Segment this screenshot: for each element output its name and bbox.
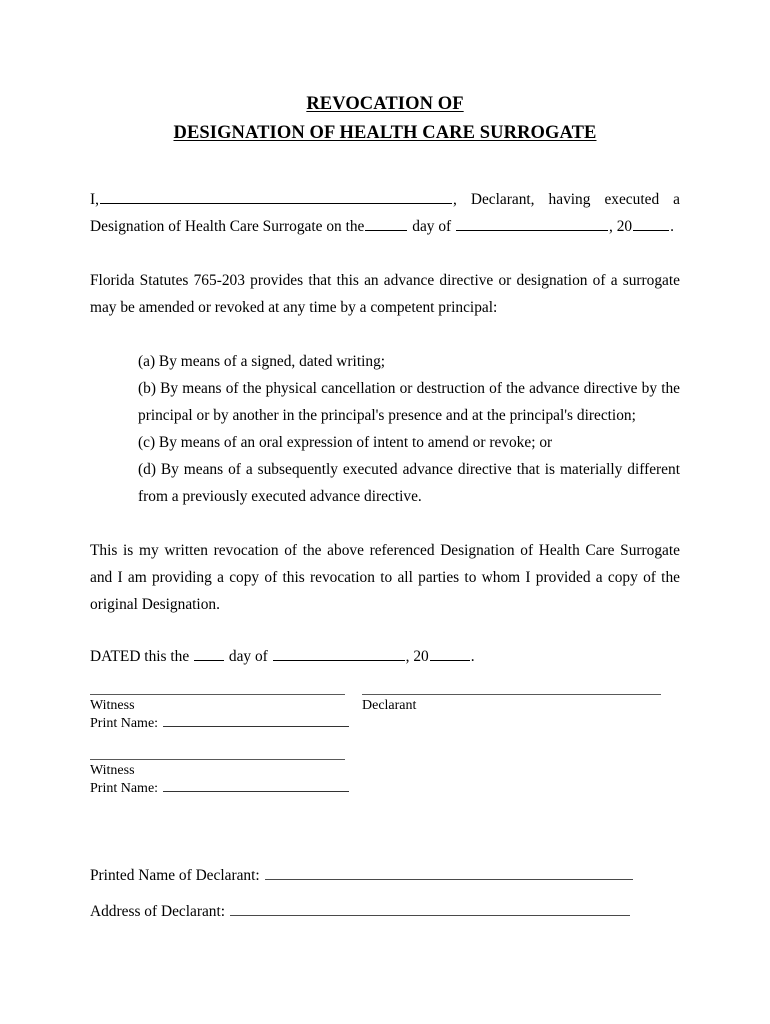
document-body — [90, 186, 680, 618]
witness-signature-line-2[interactable] — [90, 759, 345, 760]
witness-label-2: Witness — [90, 763, 135, 778]
dated-year-blank[interactable] — [430, 647, 470, 661]
printed-name-label: Printed Name of Declarant: — [90, 867, 260, 885]
intro-after-name: , Declarant, having executed a Designation of Health Care Surrogate on the — [90, 191, 680, 235]
revocation-paragraph: This is my written revocation of the above referenced Designation of Health Care Surrogate and I am providing a copy of this revocation to all parties to whom I provided a copy of the original Designation. — [90, 542, 680, 613]
dated-day-blank[interactable] — [194, 647, 224, 661]
list-item: (c) By means of an oral expression of intent to amend or revoke; or — [138, 434, 553, 451]
title-line-2-text: DESIGNATION OF HEALTH CARE SURROGATE — [173, 123, 597, 143]
printed-name-row — [90, 866, 680, 886]
witness-label-1: Witness — [90, 698, 135, 713]
print-name-label-1: Print Name: — [90, 715, 159, 731]
declarant-label: Declarant — [362, 698, 417, 713]
intro-year-prefix: , 20 — [609, 218, 633, 235]
printed-name-blank[interactable] — [265, 866, 633, 880]
intro-day-of: day of — [412, 218, 452, 235]
dated-period: . — [470, 648, 475, 665]
title-line-1-text: REVOCATION OF — [306, 94, 464, 114]
month-blank[interactable] — [456, 217, 608, 231]
title-line-2 — [90, 119, 680, 148]
dated-month-blank[interactable] — [273, 647, 405, 661]
declarant-block — [362, 694, 661, 714]
spacer-3 — [90, 510, 680, 537]
list-item: (b) By means of the physical cancellation or destruction of the advance directive by the principal or by another in the principal's presence and at the principal's direction; — [138, 380, 680, 424]
dated-line — [90, 643, 475, 670]
witness-block-2 — [90, 759, 345, 798]
spacer-1 — [90, 240, 680, 267]
print-name-label-2: Print Name: — [90, 780, 159, 796]
witness-print-name-blank-2[interactable] — [163, 779, 349, 792]
declarant-details — [90, 866, 680, 938]
witness-print-name-blank-1[interactable] — [163, 714, 349, 727]
document-title — [90, 90, 680, 148]
address-blank[interactable] — [230, 902, 630, 916]
dated-prefix: DATED this the — [90, 648, 190, 665]
intro-period: . — [670, 218, 674, 235]
declarant-name-blank[interactable] — [100, 190, 452, 204]
title-line-1 — [90, 90, 680, 119]
witness-print-name-2 — [90, 779, 345, 798]
witness-signature-line-1[interactable] — [90, 694, 345, 695]
declarant-signature-line[interactable] — [362, 694, 661, 695]
dated-day-of: day of — [228, 648, 268, 665]
revocation-methods-list — [138, 348, 680, 510]
day-blank[interactable] — [365, 217, 407, 231]
statute-paragraph: Florida Statutes 765-203 provides that this an advance directive or designation of a surrogate may be amended or revoked at any time by a competent principal: — [90, 272, 680, 316]
address-label: Address of Declarant: — [90, 903, 226, 921]
dated-year-prefix: , 20 — [405, 648, 429, 665]
list-item: (a) By means of a signed, dated writing; — [138, 353, 386, 370]
witness-block-1 — [90, 694, 345, 733]
intro-paragraph — [90, 186, 680, 240]
witness-print-name-1 — [90, 714, 345, 733]
list-item: (d) By means of a subsequently executed advance directive that is materially different from a previously executed advance directive. — [138, 461, 680, 505]
year-blank[interactable] — [633, 217, 669, 231]
intro-lead: I, — [90, 191, 99, 208]
address-row — [90, 902, 680, 922]
spacer-2 — [90, 321, 680, 348]
